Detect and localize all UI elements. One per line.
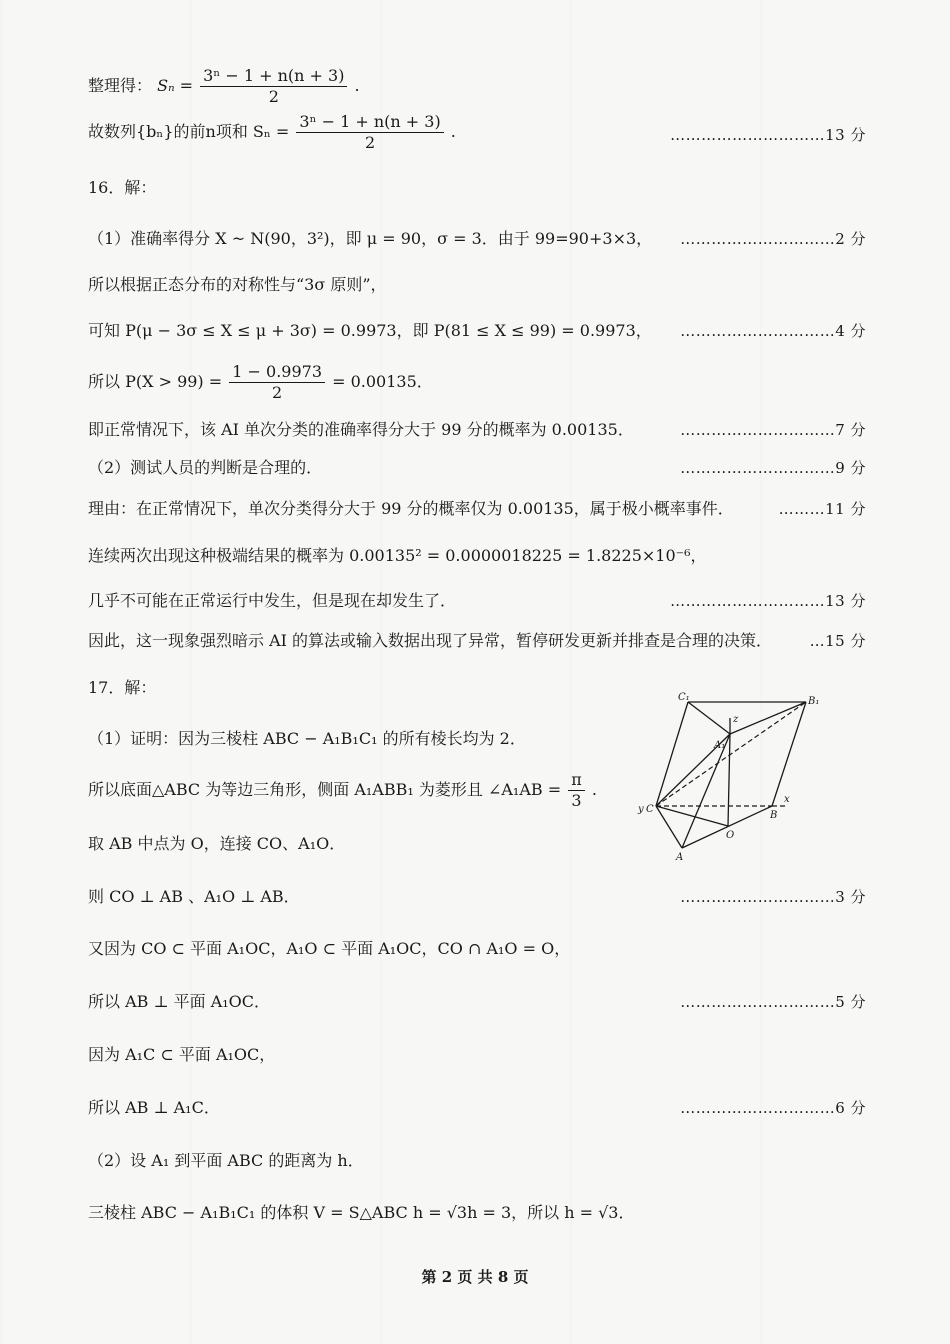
solution-line: 所以 AB ⊥ A₁C． <box>88 1098 220 1117</box>
label-b1: B₁ <box>808 696 820 707</box>
fraction-numerator: 3ⁿ − 1 + n(n + 3) <box>296 112 443 133</box>
score-mark: …………………………6 分 <box>680 1099 866 1117</box>
solution-line: 可知 P(μ − 3σ ≤ X ≤ μ + 3σ) = 0.9973，即 P(81 ≤ X ≤ 99) = 0.9973， <box>88 321 652 340</box>
solution-line: 即正常情况下，该 AI 单次分类的准确率得分大于 99 分的概率为 0.00135． <box>88 420 634 439</box>
fraction <box>229 362 325 403</box>
label-a: A <box>676 852 684 863</box>
solution-line <box>88 362 433 403</box>
fraction <box>568 770 585 811</box>
solution-line <box>88 770 597 811</box>
section-heading: 16．解： <box>88 178 157 197</box>
edge-ab <box>682 806 772 848</box>
text: 整理得： <box>88 76 153 95</box>
text: = 0.00135． <box>332 372 433 391</box>
fraction-numerator: 3ⁿ − 1 + n(n + 3) <box>200 66 347 87</box>
score-mark: …………………………5 分 <box>680 993 866 1011</box>
solution-line: （2）测试人员的判断是合理的． <box>88 458 323 477</box>
text: . <box>450 122 456 141</box>
label-x: x <box>784 794 790 805</box>
solution-line: 又因为 CO ⊂ 平面 A₁OC，A₁O ⊂ 平面 A₁OC，CO ∩ A₁O = O， <box>88 939 571 958</box>
label-z: z <box>733 714 739 725</box>
prism-figure <box>638 688 820 864</box>
solution-line: 则 CO ⊥ AB 、A₁O ⊥ AB． <box>88 887 300 906</box>
solution-line: 所以 AB ⊥ 平面 A₁OC． <box>88 992 271 1011</box>
label-o: O <box>726 830 735 841</box>
text: 故数列{bₙ}的前n项和 Sₙ = <box>88 122 290 141</box>
fraction <box>296 112 443 153</box>
solution-line: （1）准确率得分 X ~ N(90，3²)，即 μ = 90，σ = 3．由于 99=90+3×3， <box>88 229 653 248</box>
fraction-numerator: π <box>568 770 585 791</box>
score-mark: …………………………2 分 <box>680 230 866 248</box>
label-b: B <box>770 810 778 821</box>
solution-line <box>88 66 360 107</box>
fraction-denominator: 2 <box>272 383 283 402</box>
text: . <box>354 76 360 95</box>
solution-line: 理由：在正常情况下，单次分类得分大于 99 分的概率仅为 0.00135，属于极小概率事件． <box>88 499 734 518</box>
page-number: 第 2 页 共 8 页 <box>421 1268 529 1286</box>
score-mark: ………11 分 <box>778 500 866 518</box>
edge-bb1 <box>772 702 806 806</box>
label-c: C <box>646 804 654 815</box>
fraction-denominator: 2 <box>364 133 376 152</box>
edge-aa1 <box>682 734 730 848</box>
solution-line: 几乎不可能在正常运行中发生，但是现在却发生了． <box>88 591 457 610</box>
score-mark: …………………………3 分 <box>680 888 866 906</box>
edge-a1b1 <box>730 702 806 734</box>
solution-line: （1）证明：因为三棱柱 ABC − A₁B₁C₁ 的所有棱长均为 2． <box>88 729 526 748</box>
solution-line: （2）设 A₁ 到平面 ABC 的距离为 h． <box>88 1151 364 1170</box>
label-c1: C₁ <box>678 692 690 703</box>
fraction-denominator: 3 <box>571 791 582 810</box>
score-mark: …………………………4 分 <box>680 322 866 340</box>
fraction <box>200 66 347 107</box>
solution-line: 取 AB 中点为 O，连接 CO、A₁O． <box>88 834 346 853</box>
score-mark: …………………………9 分 <box>680 459 866 477</box>
text: 所以底面△ABC 为等边三角形，侧面 A₁ABB₁ 为菱形且 ∠A₁AB = <box>88 780 562 799</box>
solution-line: 因为 A₁C ⊂ 平面 A₁OC， <box>88 1045 276 1064</box>
dashed-cb1 <box>656 702 806 806</box>
solution-line: 所以根据正态分布的对称性与“3σ 原则”， <box>88 275 387 294</box>
segment-a1o <box>728 734 730 826</box>
solution-line: 因此，这一现象强烈暗示 AI 的算法或输入数据出现了异常，暂停研发更新并排查是合理的决策． <box>88 631 773 650</box>
label-y: y <box>638 804 644 815</box>
label-a1: A₁ <box>714 740 726 751</box>
solution-line: 三棱柱 ABC − A₁B₁C₁ 的体积 V = S△ABC h = √3h = 3，所以 h = √3． <box>88 1203 635 1222</box>
fraction-denominator: 2 <box>268 87 279 106</box>
text: 所以 P(X > 99) = <box>88 372 223 391</box>
text: . <box>591 780 597 799</box>
score-mark: …………………………13 分 <box>670 592 866 610</box>
score-mark: …………………………13 分 <box>670 126 866 144</box>
formula-lhs: Sₙ = <box>157 76 194 95</box>
solution-line: 连续两次出现这种极端结果的概率为 0.00135² = 0.0000018225 = 1.8225×10⁻⁶， <box>88 546 707 565</box>
score-mark: …15 分 <box>809 632 866 650</box>
section-heading: 17．解： <box>88 678 157 697</box>
score-mark: …………………………7 分 <box>680 421 866 439</box>
edge-c1a1 <box>688 702 730 734</box>
solution-line <box>88 112 456 153</box>
fraction-numerator: 1 − 0.9973 <box>229 362 325 383</box>
